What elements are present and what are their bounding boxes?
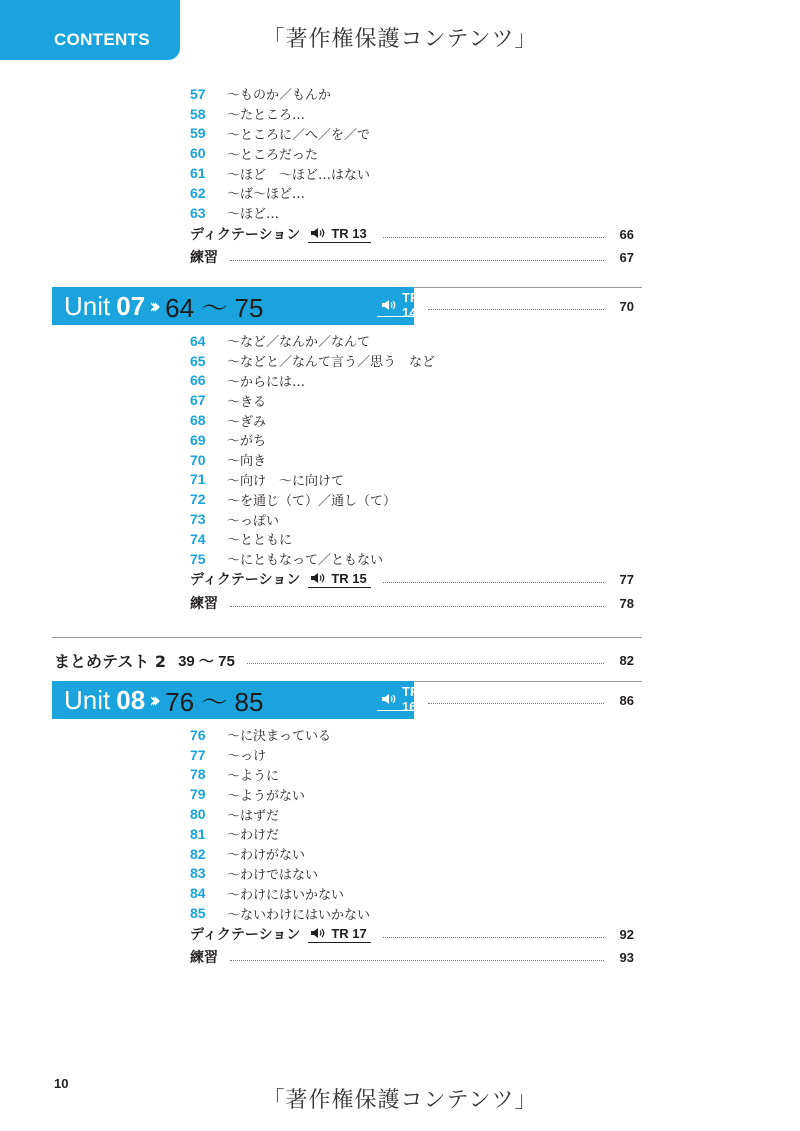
list-item[interactable]: 84 ～わけにはいかない bbox=[190, 885, 345, 903]
list-item[interactable]: 64 ～など／なんか／なんて bbox=[190, 332, 371, 351]
page-number: 10 bbox=[54, 1076, 69, 1091]
unit-08-header[interactable]: Unit 08 ››› 76 ～ 85 TR 16 bbox=[52, 681, 414, 719]
unit-07-header[interactable]: Unit 07 ››› 64 ～ 75 TR 14 bbox=[52, 287, 414, 325]
list-item[interactable]: 66 ～からには… bbox=[190, 372, 306, 390]
list-item[interactable]: 60 ～ところだった bbox=[190, 145, 319, 163]
list-item[interactable]: 57 ～ものか／もんか bbox=[190, 85, 332, 104]
audio-track-badge[interactable]: TR 13 bbox=[308, 226, 370, 243]
list-item[interactable]: 75 ～にともなって／ともない bbox=[190, 550, 384, 569]
list-item[interactable]: 74 ～とともに bbox=[190, 530, 293, 549]
list-item[interactable]: 72 ～を通じ（て）／通し（て） bbox=[190, 491, 397, 509]
unit-07-page-ref: 70 bbox=[428, 296, 634, 316]
dictation-row[interactable]: ディクテーション TR 13 66 bbox=[190, 225, 634, 243]
double-chevron-icon: ››› bbox=[149, 294, 156, 318]
contents-tab-label: CONTENTS bbox=[54, 30, 150, 49]
list-item[interactable]: 82 ～わけがない bbox=[190, 845, 306, 864]
leader-dots bbox=[428, 703, 604, 704]
double-chevron-icon: ››› bbox=[149, 688, 156, 712]
speaker-icon bbox=[310, 927, 326, 939]
divider bbox=[52, 637, 642, 638]
list-item[interactable]: 85 ～ないわけにはいかない bbox=[190, 905, 371, 923]
list-item[interactable]: 79 ～ようがない bbox=[190, 786, 306, 804]
dictation-row[interactable]: ディクテーション TR 17 92 bbox=[190, 925, 634, 943]
unit-08-page-ref: 86 bbox=[428, 690, 634, 710]
list-item[interactable]: 59 ～ところに／へ／を／で bbox=[190, 125, 371, 143]
audio-track-badge[interactable]: TR 16 bbox=[377, 689, 423, 711]
leader-dots bbox=[383, 937, 604, 938]
list-item[interactable]: 81 ～わけだ bbox=[190, 825, 280, 844]
audio-track-badge[interactable]: TR 17 bbox=[308, 926, 370, 943]
leader-dots bbox=[383, 237, 604, 238]
list-item[interactable]: 58 ～たところ… bbox=[190, 105, 306, 124]
speaker-icon bbox=[310, 572, 326, 584]
list-item[interactable]: 73 ～っぽい bbox=[190, 511, 280, 529]
practice-row[interactable]: 練習 67 bbox=[190, 249, 634, 266]
list-item[interactable]: 65 ～などと／なんて言う／思う など bbox=[190, 352, 436, 371]
watermark-bottom: 「著作権保護コンテンツ」 bbox=[262, 1088, 538, 1113]
grammar-list-unit07 bbox=[190, 331, 435, 569]
list-item[interactable]: 68 ～ぎみ bbox=[190, 412, 267, 430]
list-item[interactable]: 61 ～ほど ～ほど…はない bbox=[190, 165, 371, 183]
list-item[interactable]: 83 ～わけではない bbox=[190, 865, 319, 883]
list-item[interactable]: 70 ～向き bbox=[190, 451, 267, 470]
leader-dots bbox=[230, 260, 604, 261]
list-item[interactable]: 76 ～に決まっている bbox=[190, 726, 332, 745]
leader-dots bbox=[383, 582, 604, 583]
leader-dots bbox=[230, 606, 604, 607]
leader-dots bbox=[247, 663, 604, 664]
list-item[interactable]: 63 ～ほど… bbox=[190, 204, 280, 223]
leader-dots bbox=[428, 309, 604, 310]
grammar-list-unit08 bbox=[190, 725, 370, 923]
speaker-icon bbox=[310, 227, 326, 239]
practice-row[interactable]: 練習 78 bbox=[190, 595, 634, 612]
watermark-top: 「著作権保護コンテンツ」 bbox=[262, 27, 538, 52]
audio-track-badge[interactable]: TR 15 bbox=[308, 571, 370, 588]
dictation-row[interactable]: ディクテーション TR 15 77 bbox=[190, 570, 634, 588]
list-item[interactable]: 71 ～向け ～に向けて bbox=[190, 471, 345, 489]
speaker-icon bbox=[381, 693, 397, 705]
audio-track-badge[interactable]: TR 14 bbox=[377, 295, 423, 317]
grammar-list-unit06 bbox=[190, 84, 370, 223]
practice-row[interactable]: 練習 93 bbox=[190, 949, 634, 966]
summary-test-row[interactable]: まとめテスト 2 39 ～ 75 82 bbox=[54, 651, 634, 671]
list-item[interactable]: 78 ～ように bbox=[190, 766, 280, 784]
list-item[interactable]: 67 ～きる bbox=[190, 392, 267, 410]
list-item[interactable]: 69 ～がち bbox=[190, 431, 267, 450]
leader-dots bbox=[230, 960, 604, 961]
speaker-icon bbox=[381, 299, 397, 311]
list-item[interactable]: 62 ～ば～ほど… bbox=[190, 184, 306, 203]
list-item[interactable]: 77 ～っけ bbox=[190, 746, 267, 765]
list-item[interactable]: 80 ～はずだ bbox=[190, 806, 280, 824]
